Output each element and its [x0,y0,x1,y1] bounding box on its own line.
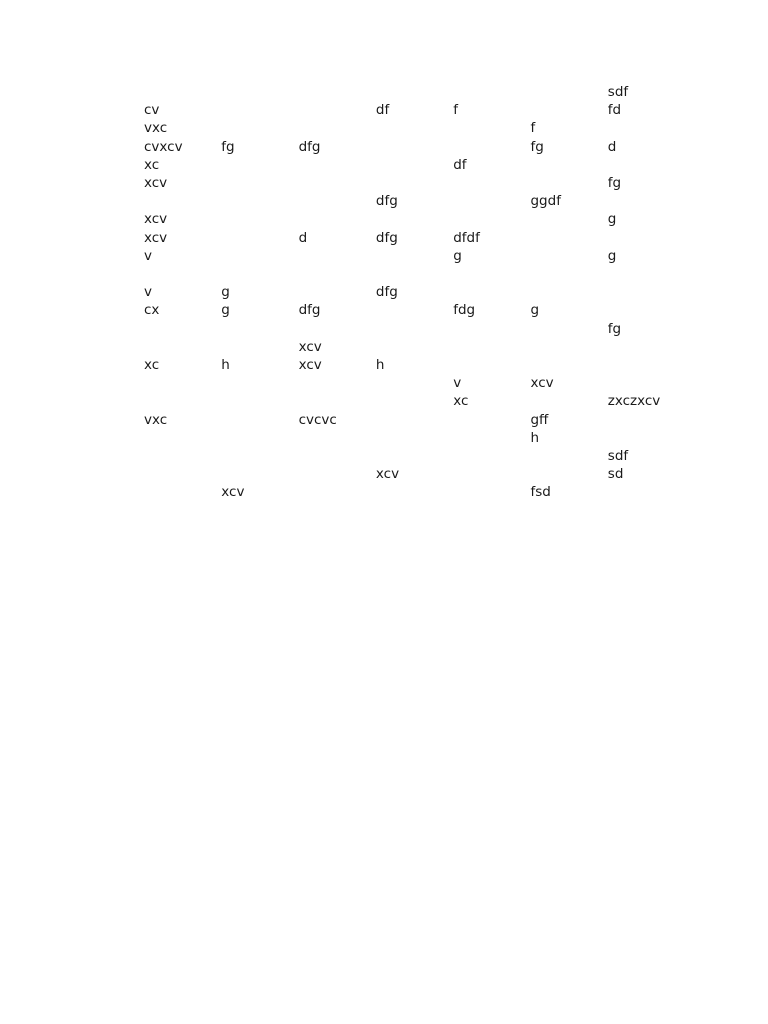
table-cell [299,156,376,174]
table-cell [144,483,221,501]
table-cell: dfg [298,138,321,155]
table-cell [299,192,376,210]
table-cell: h [375,357,385,374]
table-cell: v [453,375,462,392]
table-cell [608,283,685,301]
table-cell [299,374,376,392]
table-cell: sdf [607,448,629,465]
table-cell [608,338,685,356]
table-cell [453,174,530,192]
table-cell [530,338,607,356]
table-cell: fdg [453,302,476,319]
table-cell: fg [607,320,622,337]
table-cell: xc [144,357,160,374]
table-cell [299,83,376,101]
table-cell [221,156,298,174]
table-cell: dfg [375,193,398,210]
table-cell: g [607,211,617,228]
table-cell [144,320,221,338]
table-cell [530,247,607,265]
table-cell [530,174,607,192]
table-cell [144,465,221,483]
table-cell: xcv [298,357,322,374]
table-row [144,465,685,483]
table-cell [221,465,298,483]
table-cell [530,229,607,247]
table-cell [376,301,453,319]
table-cell [530,210,607,228]
table-cell [376,338,453,356]
table-cell [453,138,530,156]
table-row [144,483,685,501]
table-cell [299,210,376,228]
table-row [144,192,685,210]
table-row [144,338,685,356]
table-row [144,447,685,465]
table-cell: gff [530,411,549,428]
table-row [144,356,685,374]
table-cell: f [453,102,458,119]
table-cell: h [221,357,230,374]
table-cell [453,411,530,429]
table-cell [299,283,376,301]
table-cell: dfg [298,302,321,319]
table-cell [453,265,530,283]
table-row [144,101,685,119]
table-cell [376,265,453,283]
table-cell [608,192,685,210]
table-cell [299,174,376,192]
table-cell [221,210,298,228]
table-cell: d [607,138,617,155]
table-cell: xcv [530,375,554,392]
table-row [144,411,685,429]
table-cell: dfdf [453,229,480,246]
table-cell [530,83,607,101]
table-cell: g [221,284,230,301]
spreadsheet-grid [144,83,685,502]
table-cell [299,247,376,265]
table-cell [608,156,685,174]
table-cell [453,429,530,447]
table-cell [530,156,607,174]
table-cell: dfg [375,229,398,246]
table-cell [376,392,453,410]
table-cell [453,210,530,228]
table-cell: xc [144,156,160,173]
table-cell [530,265,607,283]
table-cell [376,320,453,338]
table-cell [376,429,453,447]
table-cell: df [453,156,467,173]
table-cell [453,465,530,483]
table-cell: dfg [375,284,398,301]
table-cell [376,374,453,392]
table-cell [608,229,685,247]
table-cell [221,192,298,210]
table-cell: f [530,120,536,137]
table-cell: fg [607,175,622,192]
table-cell [221,392,298,410]
table-cell [376,447,453,465]
table-cell [453,483,530,501]
table-cell [530,392,607,410]
table-cell [376,156,453,174]
table-cell [530,465,607,483]
table-cell [144,338,221,356]
table-cell [221,411,298,429]
table-row [144,83,685,101]
table-cell [453,119,530,137]
table-cell: g [530,302,540,319]
table-cell: cvcvc [298,411,337,428]
table-cell [221,83,298,101]
table-cell [221,374,298,392]
table-cell: cx [144,302,160,319]
table-cell: xcv [144,211,168,228]
table-row [144,283,685,301]
table-row [144,265,685,283]
table-row [144,156,685,174]
table-row [144,174,685,192]
table-cell [453,447,530,465]
table-cell [530,447,607,465]
table-cell [608,265,685,283]
table-cell: fg [530,138,544,155]
table-cell [221,101,298,119]
table-row [144,229,685,247]
table-cell: fd [607,102,622,119]
table-cell [530,320,607,338]
table-cell [608,119,685,137]
table-cell [608,411,685,429]
table-cell [221,338,298,356]
table-cell [144,265,221,283]
table-cell: zxczxcv [607,393,661,410]
table-cell [376,138,453,156]
table-cell [221,247,298,265]
table-row [144,301,685,319]
table-row [144,374,685,392]
table-cell [144,447,221,465]
table-cell: ggdf [530,193,561,210]
table-cell [299,101,376,119]
table-cell [221,429,298,447]
table-cell [530,101,607,119]
table-row [144,392,685,410]
table-cell [144,392,221,410]
table-cell [453,320,530,338]
table-cell: g [607,247,617,264]
table-row [144,320,685,338]
table-cell [376,411,453,429]
table-cell: d [298,229,308,246]
table-cell: sdf [607,84,629,100]
table-cell [144,83,221,101]
table-cell: h [530,429,540,446]
table-cell: vxc [144,411,168,428]
table-cell [453,283,530,301]
table-cell [376,83,453,101]
table-cell [453,338,530,356]
table-cell [299,119,376,137]
table-cell: xcv [298,338,322,355]
table-cell [453,356,530,374]
table-cell [299,265,376,283]
table-cell [221,265,298,283]
table-cell: xcv [375,466,400,483]
table-cell [299,320,376,338]
table-cell [144,192,221,210]
table-cell: df [375,102,390,119]
table-cell: vxc [144,120,168,137]
table-cell [221,174,298,192]
table-cell [608,356,685,374]
table-cell [221,320,298,338]
table-cell [376,119,453,137]
table-cell [376,174,453,192]
table-cell [453,83,530,101]
table-cell: xc [453,393,469,410]
table-cell [608,374,685,392]
table-cell [144,429,221,447]
table-cell [144,374,221,392]
table-cell [608,483,685,501]
spreadsheet-body [144,83,685,502]
table-cell [299,429,376,447]
table-cell [299,447,376,465]
table-row [144,138,685,156]
table-cell [608,429,685,447]
table-cell: sd [607,466,624,483]
table-cell [221,229,298,247]
table-cell: xcv [221,484,245,501]
table-cell [299,392,376,410]
table-row [144,210,685,228]
table-cell [530,283,607,301]
table-cell [376,247,453,265]
table-row [144,429,685,447]
table-cell: g [221,302,230,319]
table-cell: v [144,247,152,264]
table-cell [221,119,298,137]
table-cell: v [144,284,152,301]
table-row [144,119,685,137]
table-cell: cvxcv [144,138,183,155]
table-cell: cv [144,102,160,119]
table-cell [299,465,376,483]
table-row [144,247,685,265]
table-cell [376,483,453,501]
table-cell: fg [221,138,235,155]
table-cell: xcv [144,229,168,246]
table-cell [299,483,376,501]
table-cell [453,192,530,210]
table-cell: fsd [530,484,551,501]
table-cell: xcv [144,175,168,192]
table-cell [608,301,685,319]
table-cell [221,447,298,465]
table-cell [530,356,607,374]
table-cell [376,210,453,228]
table-cell: g [453,247,462,264]
